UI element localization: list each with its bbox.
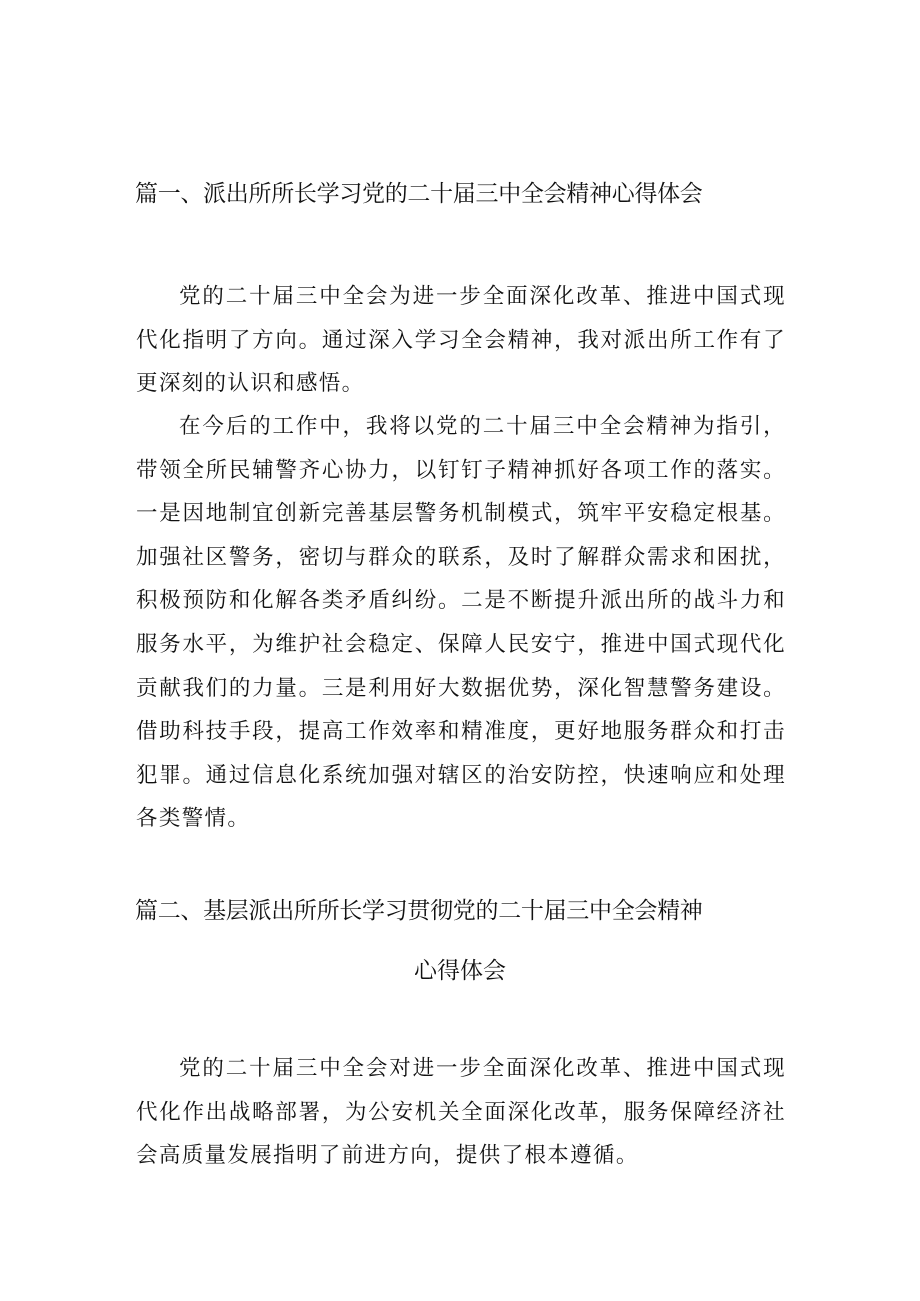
section2-paragraph-1: 党的二十届三中全会对进一步全面深化改革、推进中国式现代化作出战略部署，为公安机关全面深化改革，服务保障经济社会高质量发展指明了前进方向，提供了根本遵循。 xyxy=(136,1056,786,1169)
section1-paragraph-2: 在今后的工作中，我将以党的二十届三中全会精神为指引，带领全所民辅警齐心协力，以钉钉子精神抓好各项工作的落实。一是因地制宜创新完善基层警务机制模式，筑牢平安稳定根基。加强社区警务，密切与群众的联系，及时了解群众需求和困扰，积极预防和化解各类矛盾纠纷。二是不断提升派出所的战斗力和服务水平，为维护社会稳定、保障人民安宁，推进中国式现代化贡献我们的力量。三是利用好大数据优势，深化智慧警务建设。借助科技手段，提高工作效率和精准度，更好地服务群众和打击犯罪。通过信息化系统加强对辖区的治安防控，快速响应和处理各类警情。 xyxy=(136,414,786,832)
section1-title: 篇一、派出所所长学习党的二十届三中全会精神心得体会 xyxy=(135,181,703,207)
section1-paragraph-1: 党的二十届三中全会为进一步全面深化改革、推进中国式现代化指明了方向。通过深入学习全会精神，我对派出所工作有了更深刻的认识和感悟。 xyxy=(136,284,786,397)
section2-title-line2: 心得体会 xyxy=(414,958,506,984)
section2-title-line1: 篇二、基层派出所所长学习贯彻党的二十届三中全会精神 xyxy=(135,898,703,924)
